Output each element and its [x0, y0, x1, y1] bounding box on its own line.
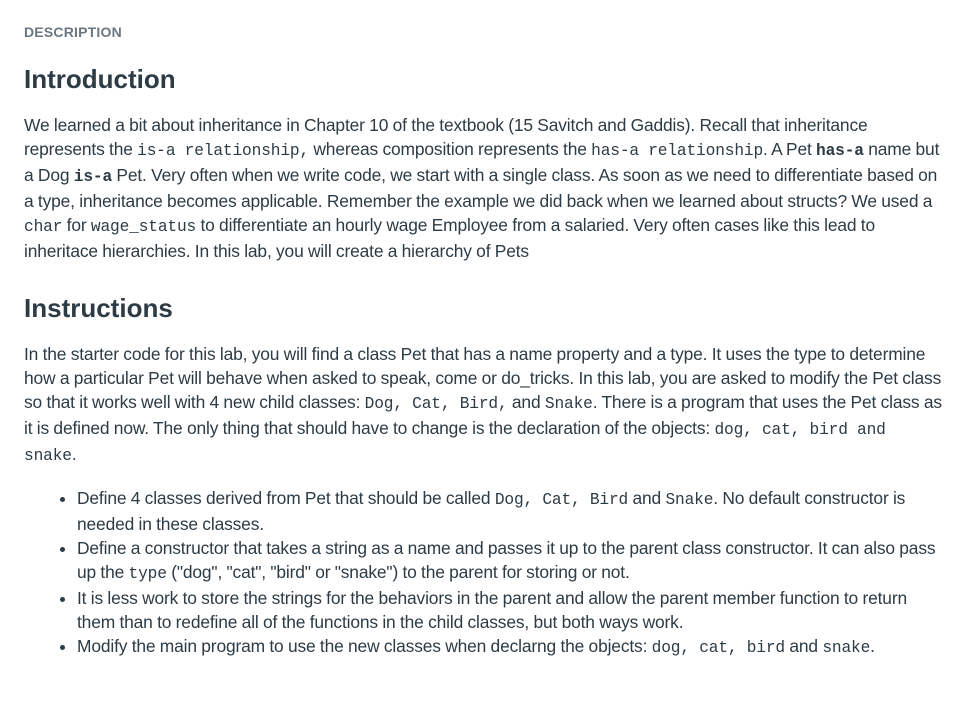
- instr-code: dog, cat, bird and snake: [24, 421, 886, 466]
- intro-text: to differentiate an hourly wage Employee from a salaried. Very often cases like this lead to inheritace hierarchies. In this lab, you will create a hierarchy of Pets: [24, 215, 875, 262]
- intro-code: char: [24, 218, 63, 237]
- intro-text: for: [62, 215, 91, 236]
- bullet-text: ("dog", "cat", "bird" or "snake") to the parent for storing or not.: [166, 562, 630, 583]
- bullet-code: Snake: [665, 491, 714, 510]
- intro-code: is-a relationship,: [137, 142, 310, 161]
- instr-code: Dog, Cat, Bird,: [364, 395, 508, 414]
- bullet-code: Dog, Cat, Bird: [494, 491, 629, 510]
- instructions-list: [24, 486, 942, 660]
- intro-text: . A Pet: [763, 139, 817, 160]
- instr-text: and: [507, 392, 545, 413]
- intro-text: We learned a bit about inheritance in Chapter 10 of the textbook (15 Savitch and Gaddis). Recall that inheritance represents the: [24, 115, 868, 160]
- bullet-text: and: [784, 636, 823, 657]
- intro-text: name but a Dog: [24, 139, 940, 186]
- list-item: [77, 634, 942, 660]
- intro-code-bold: has-a: [816, 142, 864, 161]
- intro-text: Pet. Very often when we write code, we start with a single class. As soon as we need to differentiate based on a type, inheritance becomes applicable. Remember the example we did back when we learned about structs? We used a: [24, 165, 938, 212]
- bullet-text: and: [628, 488, 666, 509]
- bullet-text: Define a constructor that takes a string as a name and passes it up to the parent class constructor. It can also pass up the: [77, 538, 936, 583]
- description-label: DESCRIPTION: [24, 24, 122, 40]
- bullet-text: .: [870, 636, 875, 657]
- bullet-text: It is less work to store the strings for the behaviors in the parent and allow the parent member function to return them than to redefine all of the functions in the child classes, but both ways work.: [77, 588, 907, 633]
- list-item: [77, 486, 942, 536]
- bullet-code: dog, cat, bird: [651, 639, 785, 658]
- bullet-text: Define 4 classes derived from Pet that should be called: [77, 488, 495, 509]
- list-item: [77, 536, 942, 586]
- intro-code-bold: is-a: [73, 168, 113, 187]
- list-item: [77, 586, 942, 634]
- instructions-heading: Instructions: [24, 293, 173, 324]
- instr-text: . There is a program that uses the Pet class as it is defined now. The only thing that should have to change is the declaration of the objects:: [24, 392, 942, 439]
- instr-text: In the starter code for this lab, you will find a class Pet that has a name property and a type. It uses the type to determine how a particular Pet will behave when asked to speak, come or do_tricks. In this lab, you are asked to modify the Pet class so that it works well with 4 new child classes:: [24, 344, 942, 413]
- instructions-paragraph: [24, 342, 942, 468]
- introduction-heading: Introduction: [24, 64, 176, 94]
- bullet-code: type: [128, 565, 167, 584]
- introduction-paragraph: [24, 113, 942, 263]
- instr-code: Snake: [544, 395, 593, 414]
- instr-text: .: [71, 444, 77, 465]
- intro-text: whereas composition represents the: [309, 139, 592, 160]
- bullet-code: snake: [822, 639, 871, 658]
- bullet-text: Modify the main program to use the new classes when declarng the objects:: [77, 636, 652, 657]
- bullet-text: . No default constructor is needed in these classes.: [77, 488, 906, 535]
- intro-code: wage_status: [90, 218, 197, 237]
- intro-code: has-a relationship: [591, 142, 764, 161]
